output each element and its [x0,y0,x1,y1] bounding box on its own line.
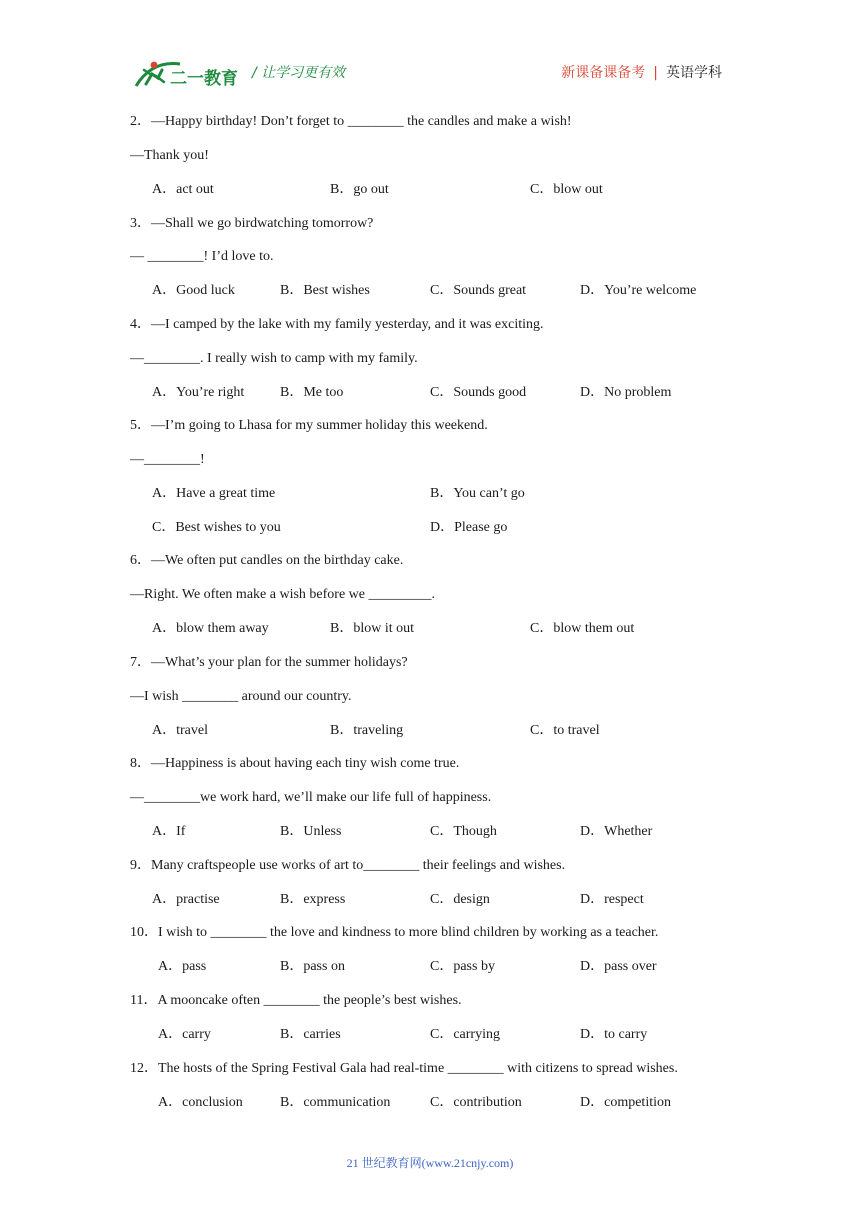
answer-option[interactable]: B．traveling [330,723,404,738]
answer-option[interactable]: D．Please go [430,520,508,535]
answer-option[interactable]: A．act out [152,182,214,197]
answer-option[interactable]: B．Best wishes [280,283,370,298]
question-stem: 8．—Happiness is about having each tiny wish come true. [130,756,460,771]
answer-option[interactable]: D．You’re welcome [580,283,697,298]
question-stem: 12．The hosts of the Spring Festival Gala had real-time ________ with citizens to spread wishes. [130,1061,678,1076]
answer-option[interactable]: B．pass on [280,959,345,974]
question-response: —________we work hard, we’ll make our life full of happiness. [130,790,492,805]
header-slogan: / 让学习更有效 [252,65,346,81]
header-subject: 英语学科 [666,65,722,81]
header-divider: | [653,65,658,81]
svg-text:二一教育: 二一教育 [170,69,238,89]
answer-option[interactable]: A．practise [152,892,220,907]
question-stem: 4．—I camped by the lake with my family yesterday, and it was exciting. [130,317,544,332]
answer-option[interactable]: C．pass by [430,959,495,974]
answer-option[interactable]: C．blow out [530,182,603,197]
answer-option[interactable]: B．Unless [280,824,342,839]
answer-option[interactable]: A．Good luck [152,283,235,298]
question-stem: 11．A mooncake often ________ the people’s best wishes. [130,993,462,1008]
answer-option[interactable]: C．contribution [430,1095,522,1110]
answer-option[interactable]: C．to travel [530,723,600,738]
question-stem: 7．—What’s your plan for the summer holidays? [130,655,408,670]
answer-option[interactable]: C．Sounds good [430,385,527,400]
answer-option[interactable]: B．communication [280,1095,391,1110]
answer-option[interactable]: D．No problem [580,385,672,400]
header-course-label: 新课备课备考 [561,65,646,81]
question-response: —________. I really wish to camp with my family. [130,351,418,366]
answer-option[interactable]: A．If [152,824,186,839]
answer-option[interactable]: A．travel [152,723,208,738]
answer-option[interactable]: D．respect [580,892,644,907]
question-response: —Right. We often make a wish before we _________. [130,587,435,602]
answer-option[interactable]: B．blow it out [330,621,415,636]
answer-option[interactable]: C．design [430,892,490,907]
question-response: —________! [130,452,205,467]
logo-icon [132,56,244,92]
answer-option[interactable]: A．conclusion [158,1095,243,1110]
answer-option[interactable]: A．You’re right [152,385,245,400]
answer-option[interactable]: C．carrying [430,1027,500,1042]
answer-option[interactable]: B．carries [280,1027,341,1042]
answer-option[interactable]: D．Whether [580,824,653,839]
answer-option[interactable]: B．go out [330,182,389,197]
answer-option[interactable]: A．Have a great time [152,486,276,501]
question-response: — ________! I’d love to. [130,249,274,264]
answer-option[interactable]: C．Though [430,824,497,839]
answer-option[interactable]: C．blow them out [530,621,635,636]
question-stem: 10．I wish to ________ the love and kindness to more blind children by working as a teacher. [130,925,659,940]
answer-option[interactable]: A．blow them away [152,621,269,636]
answer-option[interactable]: B．Me too [280,385,344,400]
answer-option[interactable]: A．pass [158,959,207,974]
answer-option[interactable]: C．Best wishes to you [152,520,281,535]
page-footer: 21 世纪教育网(www.21cnjy.com) [346,1156,514,1170]
question-stem: 5．—I’m going to Lhasa for my summer holiday this weekend. [130,418,488,433]
answer-option[interactable]: D．competition [580,1095,671,1110]
answer-option[interactable]: C．Sounds great [430,283,527,298]
question-stem: 6．—We often put candles on the birthday cake. [130,553,404,568]
answer-option[interactable]: D．to carry [580,1027,648,1042]
answer-option[interactable]: B．You can’t go [430,486,525,501]
question-response: —Thank you! [130,148,209,163]
answer-option[interactable]: B．express [280,892,346,907]
answer-option[interactable]: D．pass over [580,959,657,974]
page-header [0,0,860,100]
question-stem: 2．—Happy birthday! Don’t forget to ________ the candles and make a wish! [130,114,572,129]
question-stem: 9．Many craftspeople use works of art to________ their feelings and wishes. [130,858,566,873]
answer-option[interactable]: A．carry [158,1027,211,1042]
header-right [561,62,722,82]
question-stem: 3．—Shall we go birdwatching tomorrow? [130,216,374,231]
question-response: —I wish ________ around our country. [130,689,352,704]
